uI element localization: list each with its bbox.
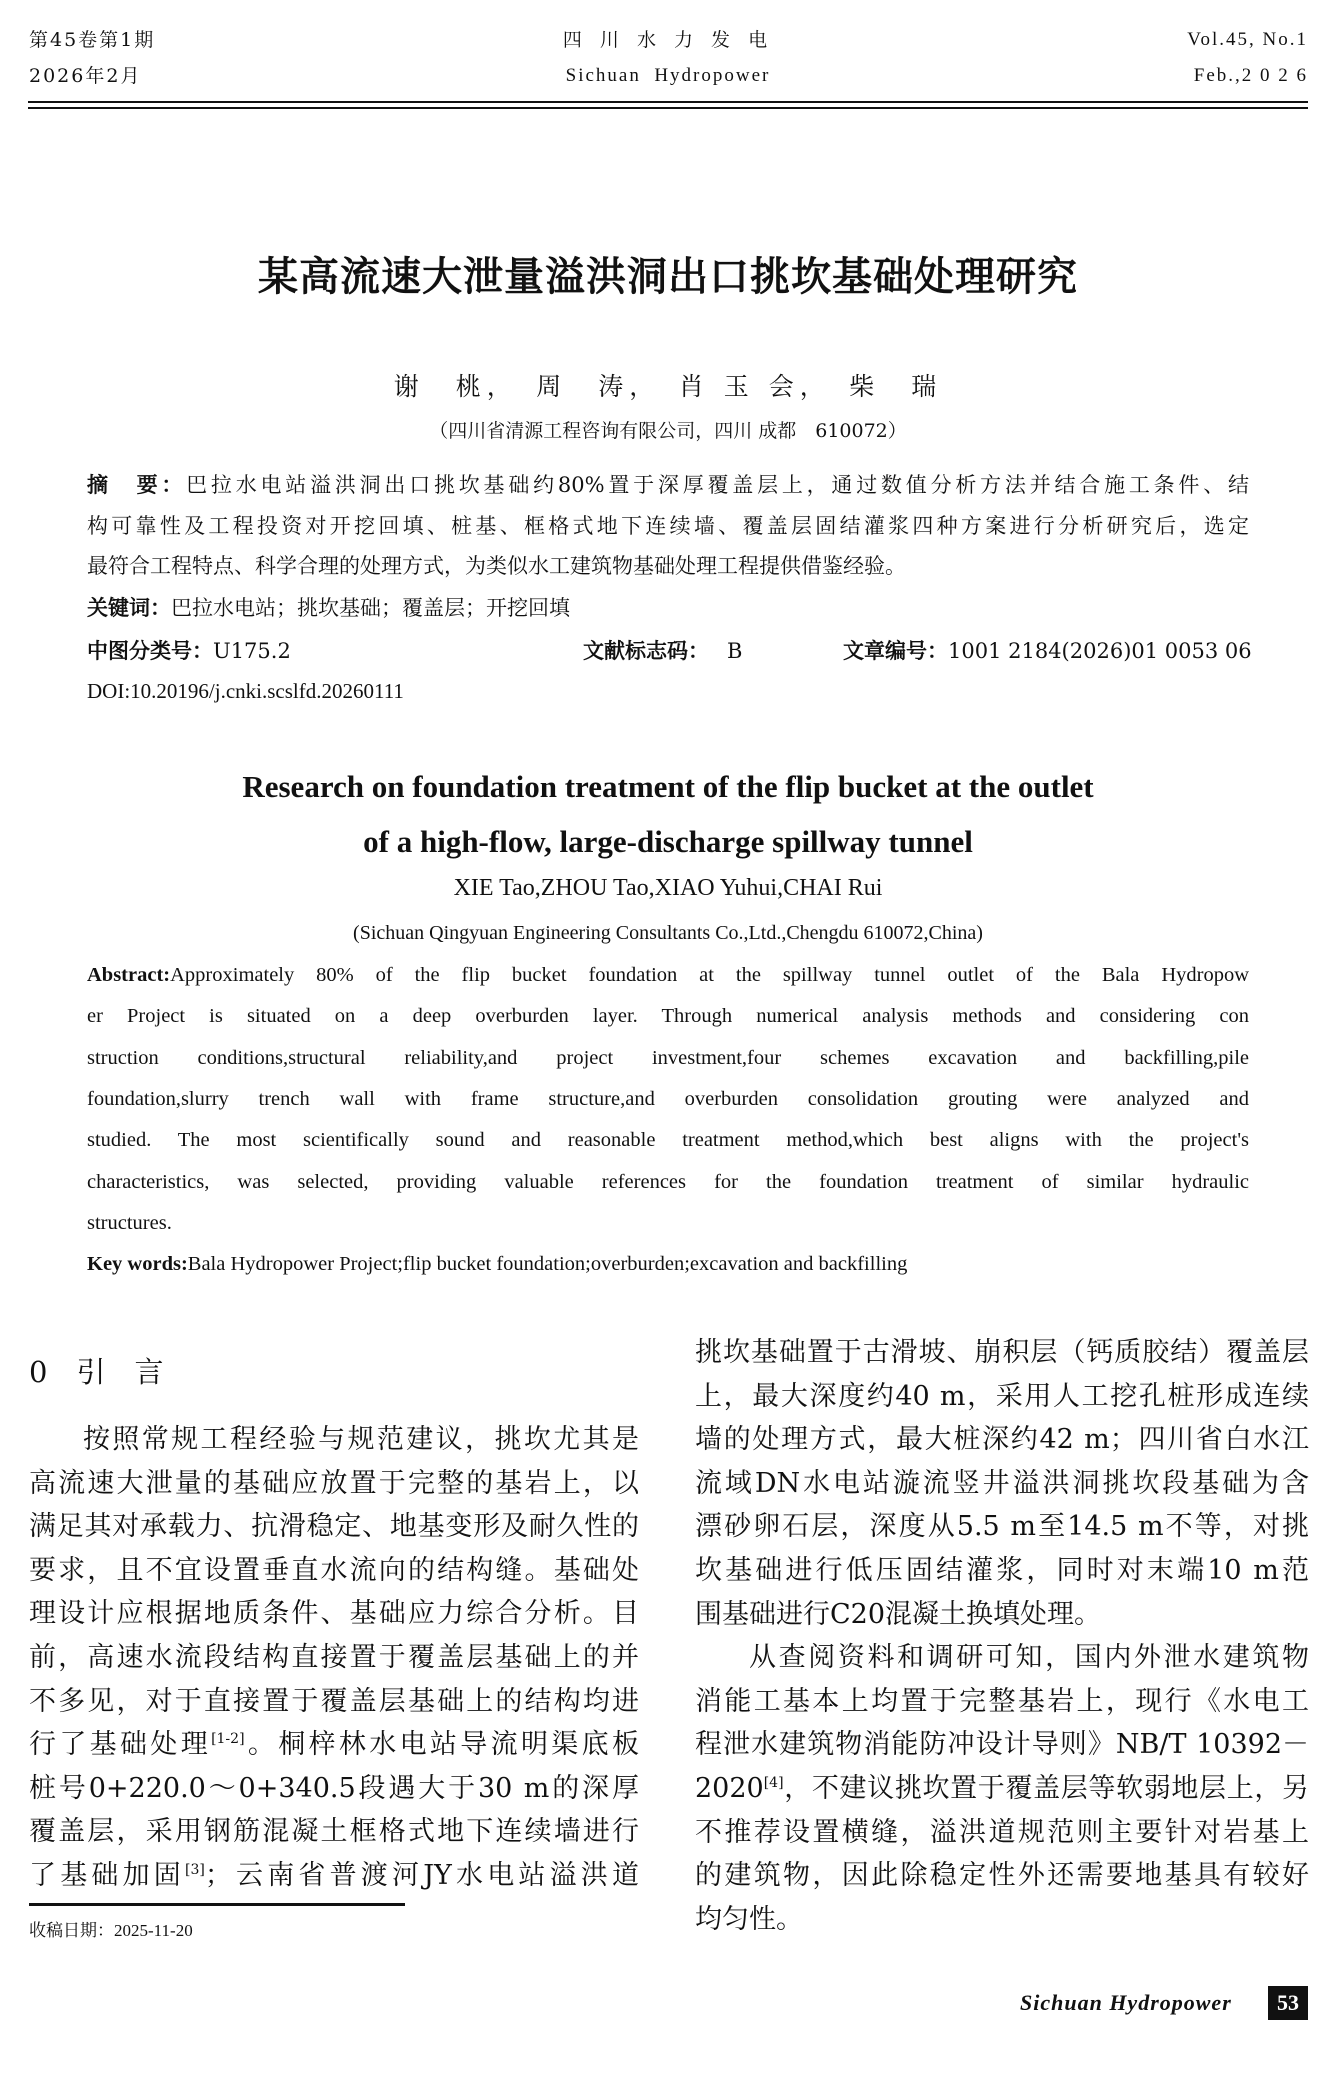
doc-code-value: B xyxy=(727,639,743,663)
header-rule-top xyxy=(28,101,1308,103)
footnote-rule xyxy=(29,1903,405,1906)
header-rule-bottom xyxy=(28,107,1308,109)
title-en-line-2: of a high-flow, large-discharge spillway tunnel xyxy=(363,824,973,859)
date-en: Feb.,2 0 2 6 xyxy=(1193,65,1308,86)
body-text-line xyxy=(29,1636,639,1680)
body-text-line xyxy=(695,1549,1309,1593)
doc-code-label: 文献标志码： xyxy=(583,639,709,663)
received-date-label: 收稿日期： xyxy=(29,1921,114,1941)
body-text: 。桐梓林水电站导流明渠底板 xyxy=(244,1729,639,1761)
body-text: 了基础加固 xyxy=(29,1860,185,1891)
keywords-en xyxy=(87,1244,907,1284)
body-text-line xyxy=(695,1723,1309,1767)
date-cn: 2026年2月 xyxy=(29,65,142,87)
received-date xyxy=(29,1919,193,1943)
body-text-line xyxy=(695,1854,1309,1898)
authors-cn: 谢 桃， 周 涛， 肖 玉 会， 柴 瑞 xyxy=(393,372,943,401)
abstract-en-line xyxy=(87,1038,1249,1078)
body-text: 程泄水建筑物消能防冲设计导则》NB/T 10392－ xyxy=(695,1729,1309,1761)
authors-en: XIE Tao,ZHOU Tao,XIAO Yuhui,CHAI Rui xyxy=(453,875,883,901)
body-text: 漂砂卵石层，深度从5.5 m至14.5 m不等，对挑 xyxy=(695,1511,1309,1543)
keywords-en-value: Bala Hydropower Project;flip bucket foundation;overburden;excavation and backfilling xyxy=(187,1253,908,1275)
body-text-line xyxy=(695,1331,1309,1375)
body-text-line xyxy=(29,1767,639,1811)
body-text-line xyxy=(29,1810,639,1854)
body-text-line xyxy=(29,1680,639,1724)
abstract-cn-line xyxy=(87,506,1249,546)
article-number xyxy=(843,631,1252,671)
abstract-en-text: foundation,slurry trench wall with frame structure,and overburden consolidation grouting were analyzed and xyxy=(87,1087,1249,1110)
abstract-cn-text: 最符合工程特点、科学合理的处理方式，为类似水工建筑物基础处理工程提供借鉴经验。 xyxy=(87,554,906,579)
body-text-line xyxy=(83,1418,639,1462)
volume-issue-cn: 第45卷第1期 xyxy=(29,29,156,51)
body-text-line xyxy=(695,1811,1309,1855)
body-text: 要求，且不宜设置垂直水流向的结构缝。基础处 xyxy=(29,1554,639,1586)
citation-ref: [3] xyxy=(184,1862,205,1878)
body-text: 围基础进行C20混凝土换填处理。 xyxy=(695,1598,1102,1630)
abstract-en-line xyxy=(87,1120,1249,1160)
body-text: 流域DN水电站漩流竖井溢洪洞挑坎段基础为含 xyxy=(695,1467,1309,1499)
keywords-cn-value: 巴拉水电站；挑坎基础；覆盖层；开挖回填 xyxy=(171,596,570,620)
affiliation-cn: （四川省清源工程咨询有限公司，四川 成都 610072） xyxy=(429,420,907,442)
clc-number xyxy=(87,631,291,671)
body-text: 覆盖层，采用钢筋混凝土框格式地下连续墙进行 xyxy=(29,1816,639,1848)
abstract-cn-label: 摘 要： xyxy=(87,473,187,497)
abstract-en-text: studied. The most scientifically sound and reasonable treatment method,which best aligns with the project's xyxy=(87,1129,1249,1152)
abstract-en-text: struction conditions,structural reliability,and project investment,four schemes excavation and backfilling,pile xyxy=(87,1046,1249,1069)
body-text: 上，最大深度约40 m，采用人工挖孔桩形成连续 xyxy=(695,1380,1309,1412)
abstract-cn-text: 巴拉水电站溢洪洞出口挑坎基础约80%置于深厚覆盖层上，通过数值分析方法并结合施工条件、结 xyxy=(186,473,1249,497)
body-text: 前，高速水流段结构直接置于覆盖层基础上的并 xyxy=(29,1642,639,1673)
body-text: 理设计应根据地质条件、基础应力综合分析。目 xyxy=(29,1598,639,1630)
body-text: 不推荐设置横缝，溢洪道规范则主要针对岩基上 xyxy=(695,1816,1309,1848)
body-text: 的建筑物，因此除稳定性外还需要地基具有较好 xyxy=(695,1860,1309,1892)
body-text-line xyxy=(695,1680,1309,1724)
citation-ref: [4] xyxy=(763,1775,784,1791)
abstract-cn-line xyxy=(87,546,906,586)
abstract-en-text: er Project is situated on a deep overburden layer. Through numerical analysis methods and considering con xyxy=(87,1005,1249,1028)
body-text: 高流速大泄量的基础应放置于完整的基岩上，以 xyxy=(29,1467,639,1499)
body-text-line xyxy=(29,1592,639,1636)
body-text: 满足其对承载力、抗滑稳定、地基变形及耐久性的 xyxy=(29,1511,639,1543)
document-code xyxy=(583,631,742,671)
body-text-line xyxy=(29,1462,639,1506)
abstract-en-line xyxy=(87,1203,172,1243)
body-text: ，不建议挑坎置于覆盖层等软弱地层上，另 xyxy=(783,1773,1309,1804)
body-text: 桩号0+220.0～0+340.5段遇大于30 m的深厚 xyxy=(29,1772,639,1804)
body-text: 均匀性。 xyxy=(695,1903,803,1935)
body-text: 墙的处理方式，最大桩深约42 m；四川省白水江 xyxy=(695,1424,1309,1456)
body-text: 按照常规工程经验与规范建议，挑坎尤其是 xyxy=(83,1424,639,1455)
section-heading-introduction: 0 引 言 xyxy=(29,1355,164,1389)
body-text: ；云南省普渡河JY水电站溢洪道 xyxy=(204,1860,640,1891)
abstract-en-text: Approximately 80% of the flip bucket foundation at the spillway tunnel outlet of the Bala Hydropow xyxy=(170,964,1249,986)
page-number: 53 xyxy=(1268,1986,1308,2020)
abstract-cn-line xyxy=(87,465,1249,505)
abstract-en-text: characteristics, was selected, providing valuable references for the foundation treatment of similar hydraulic xyxy=(87,1170,1249,1193)
body-text-line xyxy=(29,1505,639,1549)
title-cn: 某高流速大泄量溢洪洞出口挑坎基础处理研究 xyxy=(258,254,1078,300)
citation-ref: [1-2] xyxy=(211,1731,245,1748)
keywords-en-label: Key words: xyxy=(87,1253,188,1275)
abstract-en-text: structures. xyxy=(87,1211,172,1234)
journal-name-cn: 四 川 水 力 发 电 xyxy=(562,29,774,51)
body-text-line xyxy=(695,1462,1309,1506)
body-text-line xyxy=(695,1767,1309,1811)
body-text: 从查阅资料和调研可知，国内外泄水建筑物 xyxy=(749,1642,1309,1674)
body-text-line xyxy=(695,1898,1309,1942)
article-no-value: 1001 2184(2026)01 0053 06 xyxy=(948,639,1252,663)
body-text: 不多见，对于直接置于覆盖层基础上的结构均进 xyxy=(29,1685,639,1717)
body-text-line xyxy=(749,1636,1309,1680)
journal-name-en: Sichuan Hydropower xyxy=(565,65,771,86)
body-text: 行了基础处理 xyxy=(29,1729,212,1761)
clc-label: 中图分类号： xyxy=(87,639,213,663)
keywords-cn xyxy=(87,588,570,628)
affiliation-en: (Sichuan Qingyuan Engineering Consultants Co.,Ltd.,Chengdu 610072,China) xyxy=(353,922,983,944)
body-text-line xyxy=(695,1505,1309,1549)
title-en-line-1: Research on foundation treatment of the flip bucket at the outlet xyxy=(242,769,1094,804)
abstract-en-label: Abstract: xyxy=(87,964,171,986)
volume-issue-en: Vol.45, No.1 xyxy=(1187,29,1308,50)
body-text-line xyxy=(29,1854,639,1898)
abstract-en-line xyxy=(87,996,1249,1036)
article-no-label: 文章编号： xyxy=(843,639,948,663)
body-text-line xyxy=(695,1375,1309,1419)
doi: DOI:10.20196/j.cnki.scslfd.20260111 xyxy=(87,679,404,703)
clc-value: U175.2 xyxy=(213,639,291,663)
abstract-en-line xyxy=(87,1162,1249,1202)
body-text-line xyxy=(29,1723,639,1767)
abstract-cn-text: 构可靠性及工程投资对开挖回填、桩基、框格式地下连续墙、覆盖层固结灌浆四种方案进行分析研究后，选定 xyxy=(87,513,1249,538)
body-text-line xyxy=(695,1593,1309,1637)
footer-journal-name: Sichuan Hydropower xyxy=(1020,1990,1232,2015)
body-text-line xyxy=(29,1549,639,1593)
keywords-cn-label: 关键词： xyxy=(87,596,171,620)
abstract-en-line xyxy=(87,1079,1249,1119)
body-text: 坎基础进行低压固结灌浆，同时对末端10 m范 xyxy=(695,1555,1309,1586)
body-text: 消能工基本上均置于完整基岩上，现行《水电工 xyxy=(695,1685,1309,1717)
body-text: 挑坎基础置于古滑坡、崩积层（钙质胶结）覆盖层 xyxy=(695,1337,1309,1368)
received-date-value: 2025-11-20 xyxy=(114,1921,193,1940)
body-text: 2020 xyxy=(695,1773,764,1804)
body-text-line xyxy=(695,1418,1309,1462)
abstract-en-line xyxy=(87,955,1249,995)
